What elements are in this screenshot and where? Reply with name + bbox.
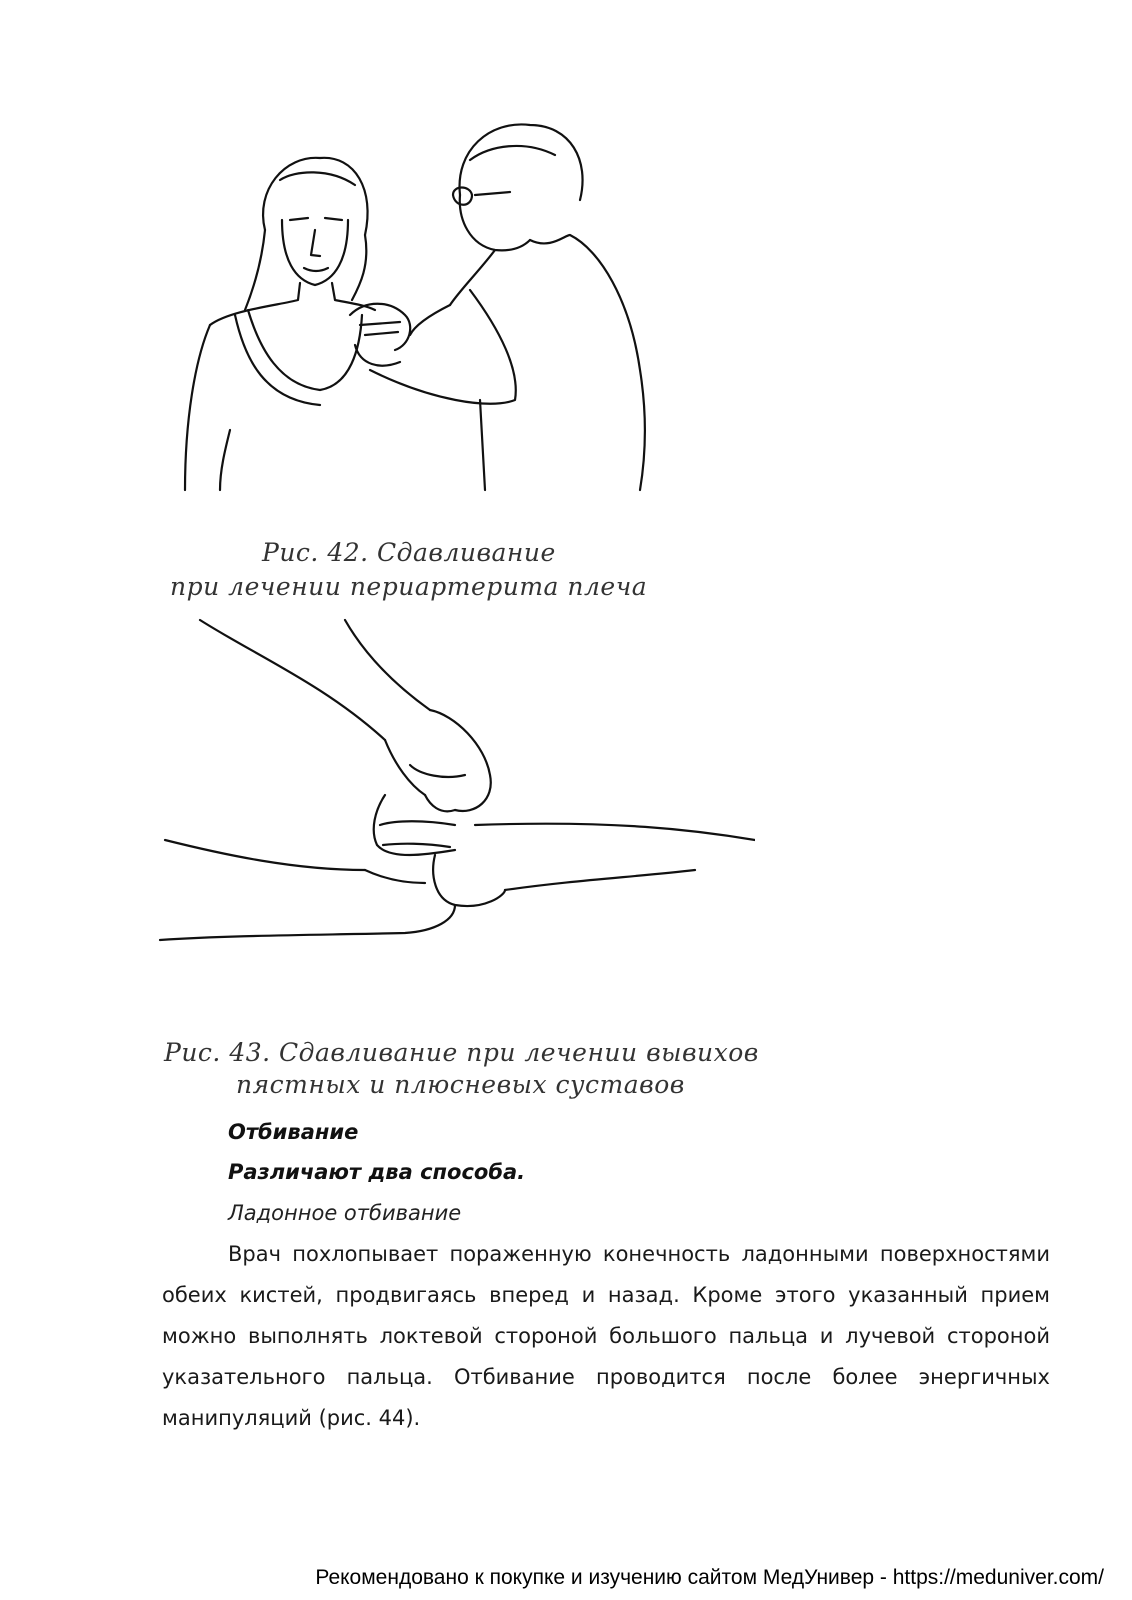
figure-42-illustration xyxy=(170,100,670,495)
figure-43-caption-line1: Рис. 43. Сдавливание при лечении вывихов xyxy=(164,1038,759,1067)
section-paragraph: Врач похлопывает пораженную конечность ладонными поверхностями обеих кистей, продвигаясь вперед и назад. Кроме этого указанный прием можно выполнять локтевой стороной большого пальца и лучевой стороной указательного пальца. Отбивание проводится после более энергичных манипуляций (рис. 44). xyxy=(162,1242,1050,1430)
section-heading: Отбивание xyxy=(228,1120,359,1144)
section-subheading: Различают два способа. xyxy=(228,1160,526,1184)
figure-42-caption-line2: при лечении периартерита плеча xyxy=(170,572,648,601)
figure-43-illustration xyxy=(155,615,755,955)
footer-recommendation: Рекомендовано к покупке и изучению сайтом МедУнивер - https://meduniver.com/ xyxy=(315,1566,1104,1589)
figure-43-caption-line2: пястных и плюсневых суставов xyxy=(236,1070,685,1099)
figure-42-caption-line1: Рис. 42. Сдавливание xyxy=(262,538,556,567)
method-title: Ладонное отбивание xyxy=(228,1201,462,1225)
